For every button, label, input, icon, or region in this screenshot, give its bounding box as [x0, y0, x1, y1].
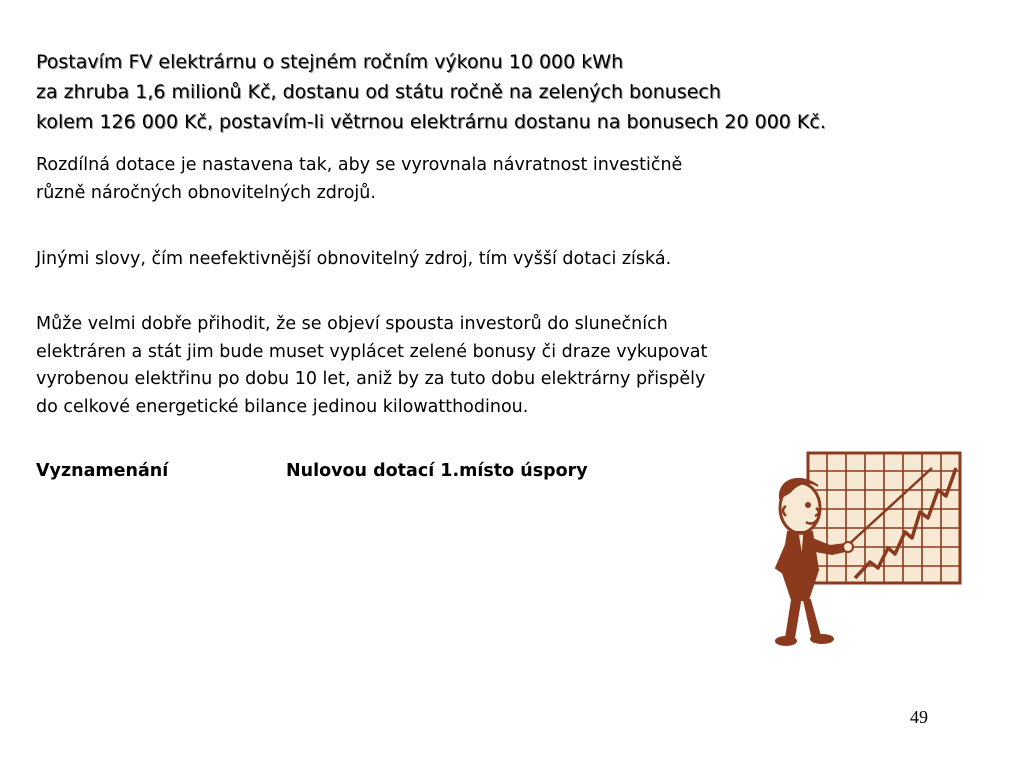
paragraph-line: do celkové energetické bilance jedinou kilowatthodinou.	[36, 396, 529, 417]
paragraph-investor-risk	[36, 311, 707, 421]
chart-board	[808, 453, 960, 583]
title-line-3: kolem 126 000 Kč, postavím-li větrnou elektrárnu dostanu na bonusech 20 000 Kč.	[36, 111, 826, 133]
awards-text: Nulovou dotací 1.místo úspory	[286, 461, 588, 481]
paragraph-line: Rozdílná dotace je nastavena tak, aby se vyrovnala návratnost investičně	[36, 155, 683, 175]
paragraph-line: Jinými slovy, čím neefektivnější obnovitelný zdroj, tím vyšší dotaci získá.	[36, 249, 672, 269]
paragraph-line: Může velmi dobře přihodit, že se objeví spousta investorů do slunečních	[36, 314, 668, 334]
paragraph-line: elektráren a stát jim bude muset vyplácet zelené bonusy či draze vykupovat	[36, 341, 708, 362]
presenter-chart-illustration	[760, 450, 965, 650]
page-number: 49	[910, 707, 928, 727]
awards-label: Vyznamenání	[36, 461, 169, 481]
paragraph-subsidy-purpose	[36, 152, 682, 207]
slide-title	[36, 47, 826, 137]
awards-row	[36, 458, 588, 485]
title-line-1: Postavím FV elektrárnu o stejném ročním výkonu 10 000 kWh	[36, 51, 624, 73]
title-line-2: za zhruba 1,6 milionů Kč, dostanu od státu ročně na zelených bonusech	[36, 81, 721, 103]
paragraph-line: vyrobenou elektřinu po dobu 10 let, aniž by za tuto dobu elektrárny přispěly	[36, 369, 706, 389]
paragraph-in-other-words	[36, 246, 671, 274]
paragraph-line: různě náročných obnovitelných zdrojů.	[36, 182, 376, 203]
